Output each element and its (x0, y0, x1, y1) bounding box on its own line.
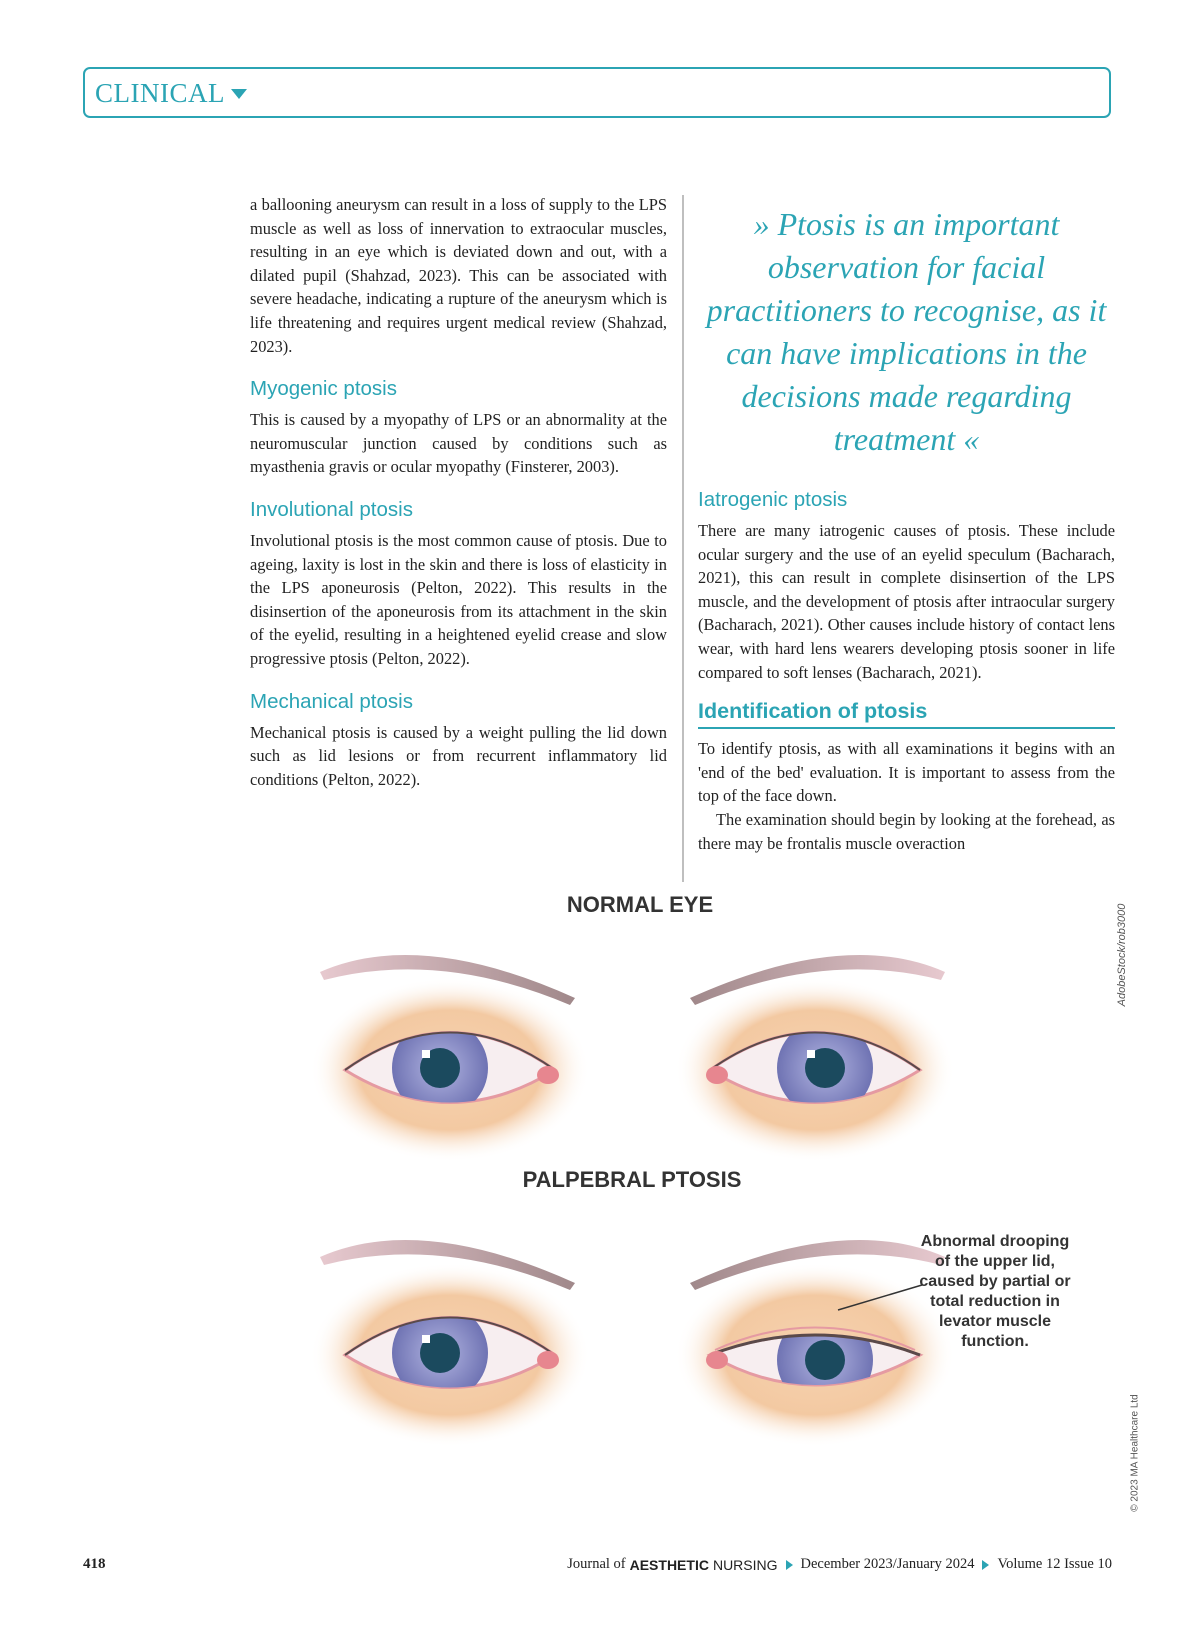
journal-brand: AESTHETIC (629, 1556, 709, 1573)
journal-brand-2: NURSING (712, 1556, 778, 1573)
annotation-line-1: Abnormal drooping (920, 1233, 1070, 1250)
copyright-credit-text: © 2023 MA Healthcare Ltd (1129, 1394, 1141, 1512)
caret-down-icon (231, 89, 247, 99)
triangle-right-icon (982, 1560, 989, 1570)
image-credit-text: AdobeStock/rob3000 (1116, 903, 1128, 1007)
triangle-right-icon (786, 1560, 793, 1570)
annotation-line-4: total reduction in (930, 1293, 1060, 1310)
eye-illustration (300, 890, 1130, 1450)
image-credit (1115, 900, 1129, 1010)
annotation-line-3: caused by partial or (919, 1273, 1071, 1290)
involutional-heading: Involutional ptosis (250, 497, 413, 521)
section-header-bar (83, 67, 1111, 118)
right-column (698, 193, 1115, 855)
left-column (250, 193, 667, 791)
palpebral-ptosis-label: PALPEBRAL PTOSIS (522, 1167, 742, 1192)
myogenic-paragraph: This is caused by a myopathy of LPS or an abnormality at the neuromuscular junction caused by conditions such as myasthenia gravis or ocular myopathy (Finsterer, 2003). (250, 410, 667, 477)
normal-eye-label: NORMAL EYE (566, 892, 714, 917)
mechanical-paragraph: Mechanical ptosis is caused by a weight pulling the lid down such as lid lesions or from recurrent inflammatory lid conditions (Pelton, 2022). (250, 722, 667, 789)
annotation-line-5: levator muscle (938, 1313, 1052, 1330)
myogenic-heading: Myogenic ptosis (250, 377, 397, 401)
annotation-line-2: of the upper lid, (935, 1253, 1055, 1270)
page-number: 418 (83, 1556, 106, 1572)
intro-paragraph: a ballooning aneurysm can result in a loss of supply to the LPS muscle as well as loss of innervation to extraocular muscles, resulting in an eye which is deviated down and out, with a dilated pupil (Shahzad, 2023). This can be associated with severe headache, indicating a rupture of the aneurysm which is life threatening and requires urgent medical review (Shahzad, 2023). (250, 195, 667, 356)
section-label (95, 78, 247, 109)
journal-footer (567, 1556, 1112, 1573)
volume-issue: Volume 12 Issue 10 (997, 1556, 1112, 1572)
section-label-text: CLINICAL (95, 78, 225, 108)
identification-heading: Identification of ptosis (698, 698, 1115, 729)
involutional-paragraph: Involutional ptosis is the most common cause of ptosis. Due to ageing, laxity is lost in the skin and there is loss of elasticity in the LPS aponeurosis (Pelton, 2022). This results in the disinsertion of the aponeurosis from its attachment in the skin of the eyelid, resulting in a heightened eyelid crease and slow progressive ptosis (Pelton, 2022). (250, 530, 667, 668)
pull-quote: » Ptosis is an important observation for facial practitioners to recognise, as it can have implications in the decisions made regarding treatment « (706, 206, 1107, 457)
copyright-credit (1128, 1394, 1142, 1512)
issue-date: December 2023/January 2024 (800, 1556, 975, 1572)
mechanical-heading: Mechanical ptosis (250, 689, 413, 713)
identification-paragraph-1: To identify ptosis, as with all examinations it begins with an 'end of the bed' evaluation. It is important to assess from the top of the face down. (698, 739, 1115, 806)
identification-paragraph-2: The examination should begin by looking at the forehead, as there may be frontalis muscle overaction (698, 809, 1115, 853)
column-divider (682, 195, 684, 882)
iatrogenic-paragraph: There are many iatrogenic causes of ptosis. These include ocular surgery and the use of an eyelid speculum (Bacharach, 2021), this can result in complete disinsertion of the LPS muscle, and the development of ptosis after intraocular surgery (Bacharach, 2021). Other causes include history of contact lens wear, with hard lens wearers developing ptosis sooner in life compared to soft lenses (Bacharach, 2021). (698, 521, 1115, 682)
iatrogenic-heading: Iatrogenic ptosis (698, 488, 848, 511)
journal-prefix: Journal of (567, 1556, 626, 1572)
annotation-line-6: function. (961, 1333, 1029, 1350)
